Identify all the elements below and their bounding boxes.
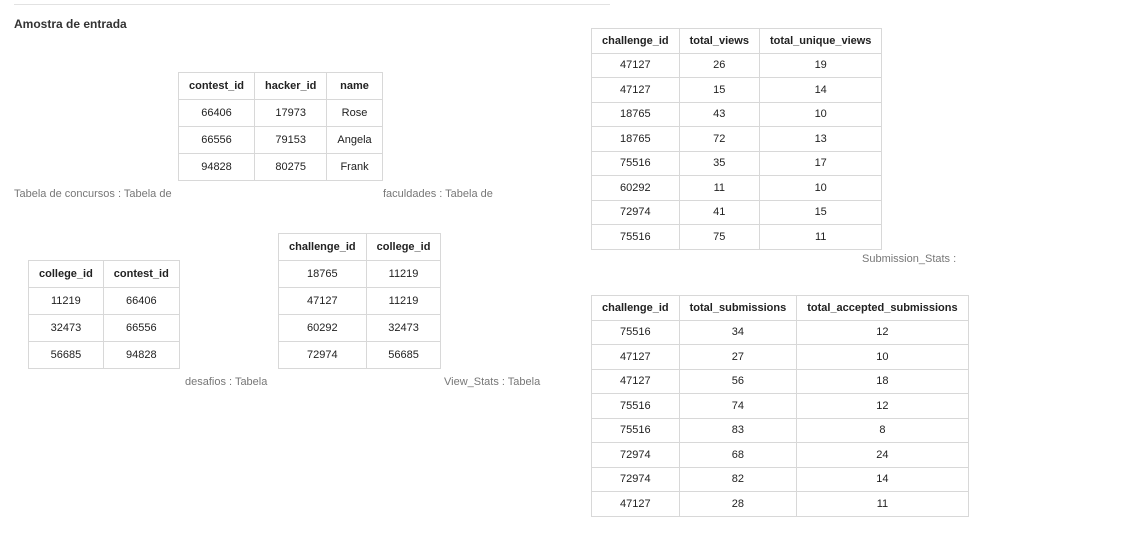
table-row [592, 443, 969, 468]
table-row [279, 342, 441, 369]
table-cell: 94828 [103, 342, 179, 369]
table-cell: 11 [759, 225, 881, 250]
table-cell: 47127 [592, 345, 680, 370]
table-cell: 11219 [29, 288, 104, 315]
column-header: total_unique_views [759, 29, 881, 54]
column-header: contest_id [103, 261, 179, 288]
column-header: college_id [29, 261, 104, 288]
table-cell: 75516 [592, 394, 680, 419]
table-row [592, 102, 882, 127]
table-cell: 79153 [255, 127, 327, 154]
caption-challenges: desafios : Tabela [185, 376, 268, 388]
table-row [29, 315, 180, 342]
table-cell: 15 [759, 200, 881, 225]
table-cell: 15 [679, 78, 759, 103]
table-cell: 14 [797, 467, 968, 492]
table-cell: 18765 [279, 261, 367, 288]
table-row [592, 225, 882, 250]
table-cell: 56 [679, 369, 797, 394]
submission-stats-table [591, 295, 969, 517]
table-header-row [179, 73, 383, 100]
table-cell: 11219 [366, 288, 441, 315]
column-header: college_id [366, 234, 441, 261]
top-divider [14, 4, 610, 5]
table-cell: 72 [679, 127, 759, 152]
column-header: name [327, 73, 382, 100]
table-cell: 17973 [255, 100, 327, 127]
table-cell: 27 [679, 345, 797, 370]
table-cell: 11 [797, 492, 968, 517]
table-cell: 83 [679, 418, 797, 443]
table-cell: 66406 [103, 288, 179, 315]
table-cell: Frank [327, 154, 382, 181]
table-cell: 60292 [279, 315, 367, 342]
table-cell: 11 [679, 176, 759, 201]
table-cell: 43 [679, 102, 759, 127]
table-cell: 66556 [179, 127, 255, 154]
table-cell: 72974 [592, 467, 680, 492]
table-cell: 94828 [179, 154, 255, 181]
column-header: challenge_id [279, 234, 367, 261]
table-row [592, 320, 969, 345]
table-cell: 80275 [255, 154, 327, 181]
table-cell: Angela [327, 127, 382, 154]
table-cell: 18 [797, 369, 968, 394]
table-row [592, 53, 882, 78]
table-row [279, 261, 441, 288]
table-row [179, 154, 383, 181]
table-row [592, 394, 969, 419]
table-cell: 18765 [592, 127, 680, 152]
table-row [592, 176, 882, 201]
table-cell: 32473 [366, 315, 441, 342]
table-row [29, 288, 180, 315]
table-row [592, 492, 969, 517]
column-header: challenge_id [592, 29, 680, 54]
table-row [179, 100, 383, 127]
column-header: total_accepted_submissions [797, 296, 968, 321]
table-header-row [29, 261, 180, 288]
table-cell: 75516 [592, 320, 680, 345]
table-row [279, 315, 441, 342]
table-header-row [592, 296, 969, 321]
table-cell: 66406 [179, 100, 255, 127]
table-header-row [279, 234, 441, 261]
contests-table [178, 72, 383, 181]
table-cell: 68 [679, 443, 797, 468]
column-header: total_views [679, 29, 759, 54]
table-row [592, 345, 969, 370]
table-cell: 14 [759, 78, 881, 103]
colleges-table [28, 260, 180, 369]
table-cell: 24 [797, 443, 968, 468]
table-cell: 28 [679, 492, 797, 517]
table-cell: 19 [759, 53, 881, 78]
table-cell: 12 [797, 320, 968, 345]
table-cell: 66556 [103, 315, 179, 342]
table-cell: 74 [679, 394, 797, 419]
table-cell: 10 [797, 345, 968, 370]
table-cell: 56685 [366, 342, 441, 369]
table-cell: 17 [759, 151, 881, 176]
table-row [179, 127, 383, 154]
table-row [592, 151, 882, 176]
table-cell: 26 [679, 53, 759, 78]
table-cell: Rose [327, 100, 382, 127]
table-row [279, 288, 441, 315]
table-cell: 47127 [279, 288, 367, 315]
table-row [592, 127, 882, 152]
table-row [592, 78, 882, 103]
table-cell: 8 [797, 418, 968, 443]
table-cell: 47127 [592, 78, 680, 103]
caption-colleges: faculdades : Tabela de [383, 188, 493, 200]
caption-submission-stats: Submission_Stats : [862, 253, 957, 265]
table-cell: 56685 [29, 342, 104, 369]
table-cell: 18765 [592, 102, 680, 127]
view-stats-table [591, 28, 882, 250]
table-cell: 75516 [592, 225, 680, 250]
table-row [592, 200, 882, 225]
caption-contests: Tabela de concursos : Tabela de [14, 188, 172, 200]
table-cell: 12 [797, 394, 968, 419]
table-cell: 47127 [592, 369, 680, 394]
table-cell: 72974 [279, 342, 367, 369]
table-cell: 72974 [592, 200, 680, 225]
table-cell: 75516 [592, 151, 680, 176]
table-cell: 82 [679, 467, 797, 492]
column-header: hacker_id [255, 73, 327, 100]
table-cell: 11219 [366, 261, 441, 288]
table-cell: 34 [679, 320, 797, 345]
table-cell: 10 [759, 102, 881, 127]
table-row [592, 369, 969, 394]
page-heading: Amostra de entrada [14, 17, 127, 31]
table-cell: 41 [679, 200, 759, 225]
table-row [29, 342, 180, 369]
caption-view-stats: View_Stats : Tabela [444, 376, 541, 388]
table-cell: 60292 [592, 176, 680, 201]
table-cell: 10 [759, 176, 881, 201]
table-cell: 75516 [592, 418, 680, 443]
table-cell: 13 [759, 127, 881, 152]
table-row [592, 467, 969, 492]
column-header: challenge_id [592, 296, 680, 321]
table-cell: 32473 [29, 315, 104, 342]
table-cell: 35 [679, 151, 759, 176]
column-header: contest_id [179, 73, 255, 100]
table-header-row [592, 29, 882, 54]
table-cell: 47127 [592, 53, 680, 78]
table-cell: 47127 [592, 492, 680, 517]
challenges-table [278, 233, 441, 369]
column-header: total_submissions [679, 296, 797, 321]
table-cell: 72974 [592, 443, 680, 468]
table-cell: 75 [679, 225, 759, 250]
table-row [592, 418, 969, 443]
